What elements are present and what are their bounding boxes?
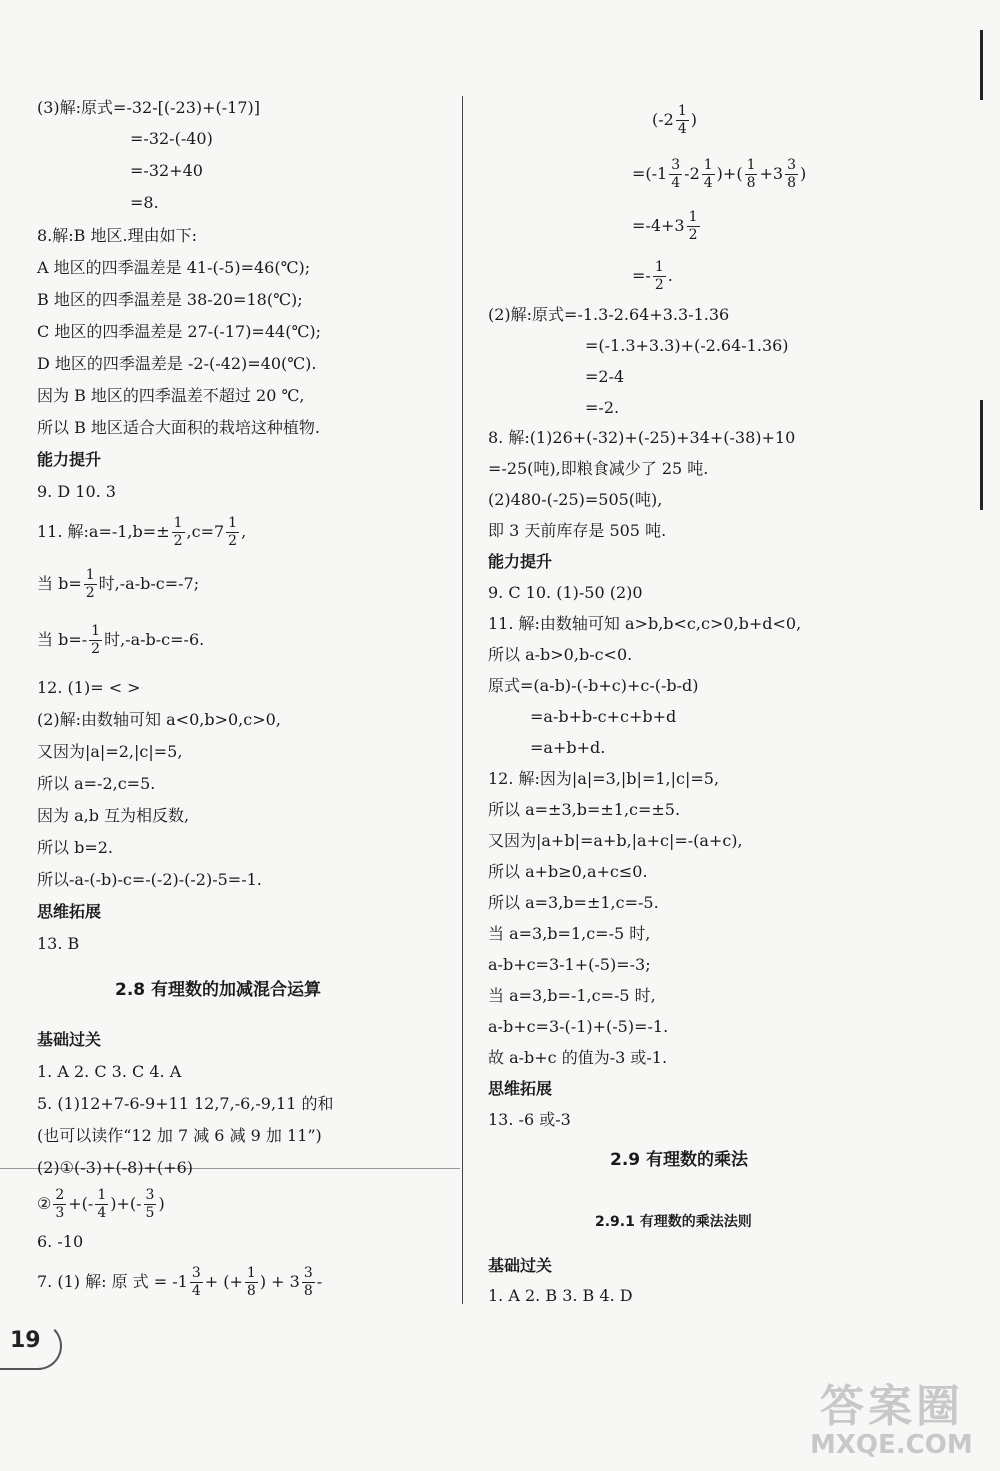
text-line: 又因为|a|=2,|c|=5, — [37, 742, 183, 761]
text-line-with-fraction: (-2 $\frac{1}{4}$ ) — [652, 103, 697, 137]
text-line: =-32+40 — [130, 161, 203, 180]
text-line-with-fraction: 11. 解:a=-1,b=± $\frac{1}{2}$ ,c=7 $\frac{1}{2}$ , — [37, 515, 247, 549]
fraction: $\frac{1}{2}$ — [228, 515, 238, 549]
text-line: B 地区的四季温差是 38-20=18(℃); — [37, 290, 303, 309]
text-line: 8.解:B 地区.理由如下: — [37, 226, 197, 245]
section-heading: 思维拓展 — [37, 902, 102, 921]
fraction: $\frac{1}{2}$ — [688, 209, 698, 243]
text-line: a-b+c=3-(-1)+(-5)=-1. — [488, 1017, 669, 1036]
text-line: 即 3 天前库存是 505 吨. — [488, 521, 667, 540]
fraction: $\frac{3}{4}$ — [191, 1265, 201, 1299]
section-heading: 思维拓展 — [488, 1079, 553, 1098]
fraction: $\frac{3}{4}$ — [671, 157, 681, 191]
text-line: 又因为|a+b|=a+b,|a+c|=-(a+c), — [488, 831, 743, 850]
text-line: 原式=(a-b)-(-b+c)+c-(-b-d) — [488, 676, 699, 695]
text-line: a-b+c=3-1+(-5)=-3; — [488, 955, 651, 974]
text-line: 5. (1)12+7-6-9+11 12,7,-6,-9,11 的和 — [37, 1094, 334, 1113]
text-line: (2)解:原式=-1.3-2.64+3.3-1.36 — [488, 305, 730, 324]
text-line-with-fraction: =-4+3 $\frac{1}{2}$ — [632, 209, 698, 243]
subsection-title: 2.9.1 有理数的乘法法则 — [595, 1214, 752, 1230]
text-line: 所以 a+b≥0,a+c≤0. — [488, 862, 648, 881]
text-line: 所以 a=-2,c=5. — [37, 774, 156, 793]
section-heading: 能力提升 — [488, 552, 553, 571]
watermark-line2: MXQE.COM — [810, 1430, 973, 1460]
section-title: 2.9 有理数的乘法 — [610, 1150, 749, 1170]
text-line: (也可以读作“12 加 7 减 6 减 9 加 11”) — [37, 1126, 322, 1145]
watermark-logo — [810, 1370, 990, 1466]
section-heading: 基础过关 — [37, 1030, 102, 1049]
text-line: A 地区的四季温差是 41-(-5)=46(℃); — [37, 258, 311, 277]
text-line: 12. 解:因为|a|=3,|b|=1,|c|=5, — [488, 769, 720, 788]
text-line: 所以 B 地区适合大面积的栽培这种植物. — [37, 418, 321, 437]
text-line: =-25(吨),即粮食减少了 25 吨. — [488, 459, 709, 478]
fraction: $\frac{1}{4}$ — [703, 157, 713, 191]
text-line: C 地区的四季温差是 27-(-17)=44(℃); — [37, 322, 321, 341]
text-line: 9. D 10. 3 — [37, 482, 116, 501]
text-line: (2)①(-3)+(-8)+(+6) — [37, 1158, 194, 1177]
text-line-with-fraction: 当 b=- $\frac{1}{2}$ 时,-a-b-c=-6. — [37, 623, 205, 657]
text-line: 所以 a=3,b=±1,c=-5. — [488, 893, 659, 912]
text-line: (2)解:由数轴可知 a<0,b>0,c>0, — [37, 710, 281, 729]
text-line: 9. C 10. (1)-50 (2)0 — [488, 583, 643, 602]
text-line: 所以-a-(-b)-c=-(-2)-(-2)-5=-1. — [37, 870, 262, 889]
fraction: $\frac{1}{8}$ — [246, 1265, 256, 1299]
fraction: $\frac{1}{2}$ — [91, 623, 101, 657]
fraction: $\frac{1}{2}$ — [654, 259, 664, 293]
text-line-with-fraction: =- $\frac{1}{2}$ . — [632, 259, 673, 293]
fraction: $\frac{1}{4}$ — [677, 103, 687, 137]
text-line: 所以 b=2. — [37, 838, 114, 857]
text-line: 所以 a=±3,b=±1,c=±5. — [488, 800, 681, 819]
fraction: $\frac{3}{5}$ — [145, 1187, 155, 1221]
fraction: $\frac{3}{8}$ — [303, 1265, 313, 1299]
edge-mark-middle — [980, 400, 983, 510]
text-line: 1. A 2. C 3. C 4. A — [37, 1062, 182, 1081]
text-line: 当 a=3,b=1,c=-5 时, — [488, 924, 651, 943]
section-title: 2.8 有理数的加减混合运算 — [115, 980, 322, 1000]
text-line: 故 a-b+c 的值为-3 或-1. — [488, 1048, 668, 1067]
text-line: (3)解:原式=-32-[(-23)+(-17)] — [37, 98, 261, 117]
text-line: =a+b+d. — [530, 738, 606, 757]
text-line: =-32-(-40) — [130, 129, 213, 148]
text-line: 1. A 2. B 3. B 4. D — [488, 1286, 633, 1305]
text-line: =2-4 — [585, 367, 625, 386]
text-line: 8. 解:(1)26+(-32)+(-25)+34+(-38)+10 — [488, 428, 796, 447]
text-line: 11. 解:由数轴可知 a>b,b<c,c>0,b+d<0, — [488, 614, 802, 633]
page-number-text: 19 — [10, 1328, 41, 1353]
column-divider — [462, 96, 463, 1304]
text-line: D 地区的四季温差是 -2-(-42)=40(℃). — [37, 354, 317, 373]
section-heading: 基础过关 — [488, 1256, 553, 1275]
text-line: 6. -10 — [37, 1232, 84, 1251]
text-line: 因为 a,b 互为相反数, — [37, 806, 190, 825]
text-line: 12. (1)= < > — [37, 678, 141, 697]
watermark-line1: 答案圈 — [820, 1381, 964, 1432]
text-line: 所以 a-b>0,b-c<0. — [488, 645, 633, 664]
text-line: =8. — [130, 193, 159, 212]
text-line: =a-b+b-c+c+b+d — [530, 707, 677, 726]
fraction: $\frac{2}{3}$ — [55, 1187, 65, 1221]
text-line: =-2. — [585, 398, 620, 417]
text-line-with-fraction: 当 b= $\frac{1}{2}$ 时,-a-b-c=-7; — [37, 567, 200, 601]
text-line: 当 a=3,b=-1,c=-5 时, — [488, 986, 656, 1005]
text-line: 13. -6 或-3 — [488, 1110, 571, 1129]
text-line-with-fraction: =(-1 $\frac{3}{4}$ -2 $\frac{1}{4}$ )+( $\frac{1}{8}$ +3 $\frac{3}{8}$ ) — [632, 157, 807, 191]
text-line: 13. B — [37, 934, 80, 953]
text-line: (2)480-(-25)=505(吨), — [488, 490, 663, 509]
text-line-with-fraction: ② $\frac{2}{3}$ +(- $\frac{1}{4}$ )+(- $\frac{3}{5}$ ) — [37, 1187, 165, 1221]
fraction: $\frac{1}{4}$ — [97, 1187, 107, 1221]
edge-mark-top — [980, 30, 983, 100]
fraction: $\frac{1}{8}$ — [746, 157, 756, 191]
fraction: $\frac{1}{2}$ — [173, 515, 183, 549]
fraction: $\frac{3}{8}$ — [787, 157, 796, 191]
text-line: =(-1.3+3.3)+(-2.64-1.36) — [585, 336, 789, 355]
text-line: 因为 B 地区的四季温差不超过 20 ℃, — [37, 386, 305, 405]
page-number — [0, 1322, 60, 1366]
text-line-with-fraction: 7. (1) 解: 原 式 = -1 $\frac{3}{4}$ + (+ $\frac{1}{8}$ ) + 3 $\frac{3}{8}$ - — [37, 1265, 323, 1299]
section-heading: 能力提升 — [37, 450, 102, 469]
fraction: $\frac{1}{2}$ — [85, 567, 95, 601]
